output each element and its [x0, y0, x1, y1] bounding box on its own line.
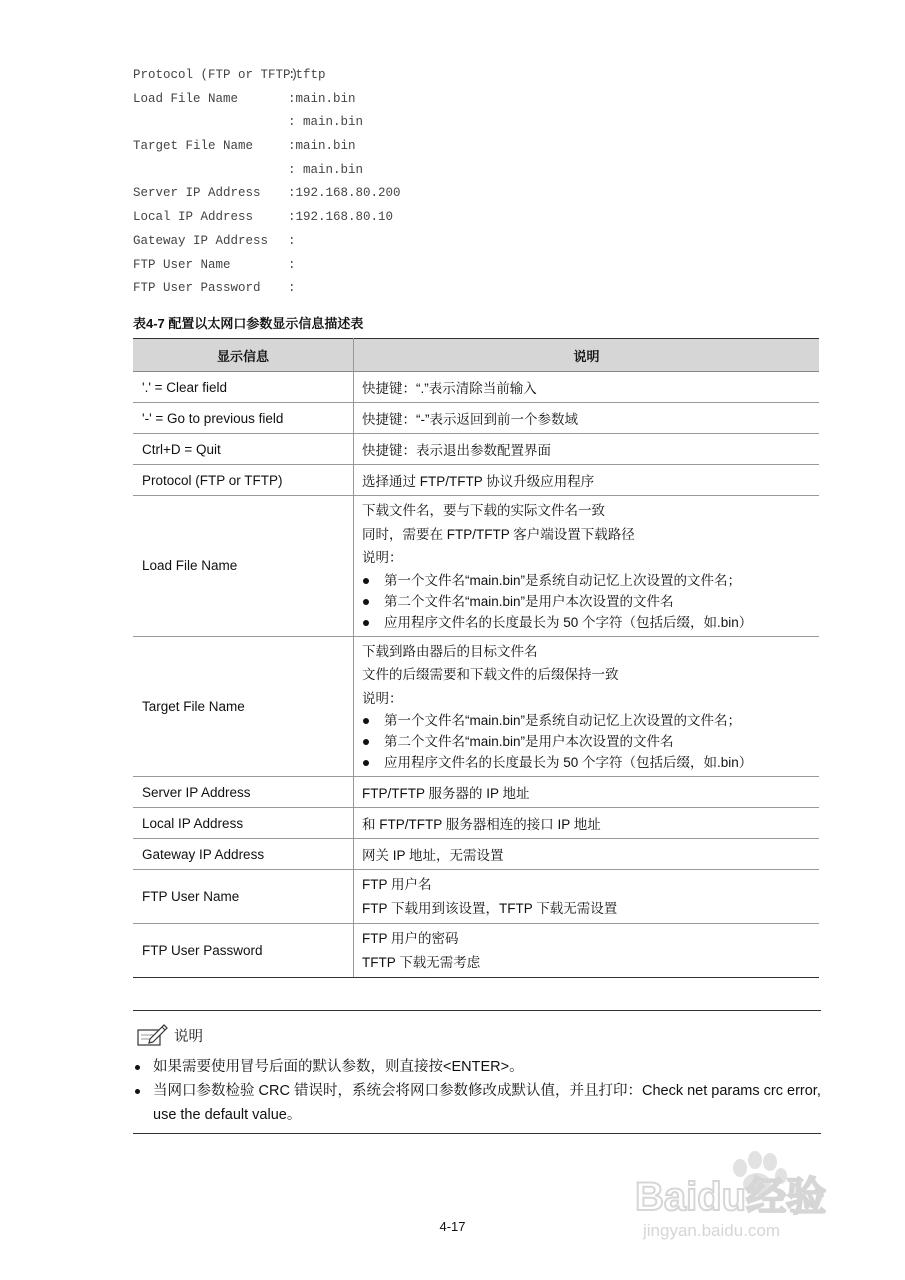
note-item: 如果需要使用冒号后面的默认参数，则直接按<ENTER>。: [133, 1055, 823, 1079]
code-value: : main.bin: [288, 115, 364, 130]
note-bullets: [133, 1055, 823, 1127]
code-value: :main.bin: [288, 139, 356, 154]
description-line: TFTP 下载无需考虑: [362, 954, 481, 970]
description-line: 下载文件名，要与下载的实际文件名一致: [362, 503, 605, 518]
header-description: 说明: [354, 339, 820, 372]
description-table: [133, 338, 819, 978]
row-description: [354, 924, 820, 978]
code-value: :: [288, 281, 296, 296]
row-description: [354, 839, 820, 870]
description-line: 同时，需要在 FTP/TFTP 客户端设置下载路径: [362, 526, 635, 542]
table-row: [133, 839, 819, 870]
code-line: [133, 88, 401, 112]
row-display-info: Local IP Address: [133, 808, 354, 839]
code-key: Load File Name: [133, 91, 239, 106]
table-row: [133, 403, 819, 434]
code-value: :: [288, 257, 296, 272]
description-line: FTP 用户的密码: [362, 931, 459, 946]
description-bullet: 应用程序文件名的长度最长为 50 个字符（包括后缀，如.bin）: [362, 752, 819, 773]
note-top-rule: [133, 1010, 821, 1011]
code-key: Server IP Address: [133, 186, 261, 201]
row-display-info: '-' = Go to previous field: [133, 403, 354, 434]
code-value: :192.168.80.200: [288, 186, 401, 201]
header-display-info: 显示信息: [133, 339, 354, 372]
description-line: 文件的后缀需要和下载文件的后缀保持一致: [362, 667, 619, 682]
code-line: [133, 159, 401, 183]
description-line: 说明：: [362, 690, 403, 706]
description-line: 快捷键：表示退出参数配置界面: [362, 443, 551, 458]
table-row: [133, 465, 819, 496]
table-row: [133, 777, 819, 808]
description-line: 快捷键：“.”表示清除当前输入: [362, 381, 537, 396]
description-line: FTP/TFTP 服务器的 IP 地址: [362, 786, 530, 801]
code-line: [133, 230, 401, 254]
table-row: [133, 434, 819, 465]
table-row: [133, 924, 819, 978]
code-line: [133, 182, 401, 206]
description-line: FTP 下载用到该设置，TFTP 下载无需设置: [362, 900, 618, 916]
row-description: [354, 777, 820, 808]
description-line: 快捷键：“-”表示返回到前一个参数域: [362, 412, 578, 427]
code-key: Local IP Address: [133, 210, 254, 225]
note-bottom-rule: [133, 1133, 821, 1134]
pencil-note-icon: [136, 1022, 168, 1048]
description-line: 网关 IP 地址，无需设置: [362, 848, 504, 863]
description-line: 和 FTP/TFTP 服务器相连的接口 IP 地址: [362, 817, 601, 832]
code-value: :192.168.80.10: [288, 210, 394, 225]
code-key: Protocol (FTP or TFTP): [133, 68, 299, 82]
table-row: [133, 496, 819, 637]
code-key: FTP User Name: [133, 257, 231, 272]
row-display-info: Target File Name: [133, 636, 354, 777]
code-value: :: [288, 233, 296, 248]
code-line: [133, 64, 401, 88]
note-item: 当网口参数检验 CRC 错误时，系统会将网口参数修改成默认值，并且打印：Check net params crc error, use the default value。: [133, 1079, 823, 1127]
row-description: [354, 372, 820, 403]
description-line: FTP 用户名: [362, 877, 432, 892]
code-line: [133, 206, 401, 230]
page-number: 4-17: [439, 1219, 466, 1234]
row-description: [354, 496, 820, 637]
row-display-info: FTP User Password: [133, 924, 354, 978]
table-caption: 表4-7 配置以太网口参数显示信息描述表: [133, 316, 364, 331]
table-row: [133, 870, 819, 924]
row-display-info: '.' = Clear field: [133, 372, 354, 403]
description-line: 选择通过 FTP/TFTP 协议升级应用程序: [362, 474, 595, 489]
svg-text:jingyan.baidu.com: jingyan.baidu.com: [643, 1221, 781, 1240]
description-bullet: 第一个文件名“main.bin”是系统自动记忆上次设置的文件名；: [362, 570, 819, 591]
description-bullet: 第二个文件名“main.bin”是用户本次设置的文件名: [362, 591, 819, 612]
code-key: Target File Name: [133, 139, 254, 154]
code-line: [133, 135, 401, 159]
code-key: FTP User Password: [133, 281, 261, 296]
row-description: [354, 465, 820, 496]
row-description: [354, 808, 820, 839]
row-description: [354, 434, 820, 465]
description-line: 说明：: [362, 550, 403, 565]
note-title: 说明: [174, 1028, 203, 1045]
row-display-info: Load File Name: [133, 496, 354, 637]
description-line: 下载到路由器后的目标文件名: [362, 643, 538, 659]
code-line: [133, 254, 401, 278]
row-display-info: Gateway IP Address: [133, 839, 354, 870]
row-description: [354, 403, 820, 434]
description-bullet: 应用程序文件名的长度最长为 50 个字符（包括后缀，如.bin）: [362, 612, 819, 633]
row-display-info: FTP User Name: [133, 870, 354, 924]
table-row: [133, 808, 819, 839]
table-row: [133, 372, 819, 403]
row-description: [354, 636, 820, 777]
code-block: [133, 64, 401, 301]
row-display-info: Server IP Address: [133, 777, 354, 808]
code-key: Gateway IP Address: [133, 233, 269, 248]
svg-text:Baidu经验: Baidu经验: [635, 1175, 827, 1219]
row-description: [354, 870, 820, 924]
description-bullet: 第一个文件名“main.bin”是系统自动记忆上次设置的文件名；: [362, 710, 819, 731]
code-value: :main.bin: [288, 91, 356, 106]
description-bullet: 第二个文件名“main.bin”是用户本次设置的文件名: [362, 731, 819, 752]
code-value: :tftp: [288, 68, 326, 82]
table-row: [133, 636, 819, 777]
row-display-info: Ctrl+D = Quit: [133, 434, 354, 465]
row-display-info: Protocol (FTP or TFTP): [133, 465, 354, 496]
code-line: [133, 111, 401, 135]
code-value: : main.bin: [288, 162, 364, 177]
note-heading: [136, 1020, 203, 1050]
code-line: [133, 277, 401, 301]
